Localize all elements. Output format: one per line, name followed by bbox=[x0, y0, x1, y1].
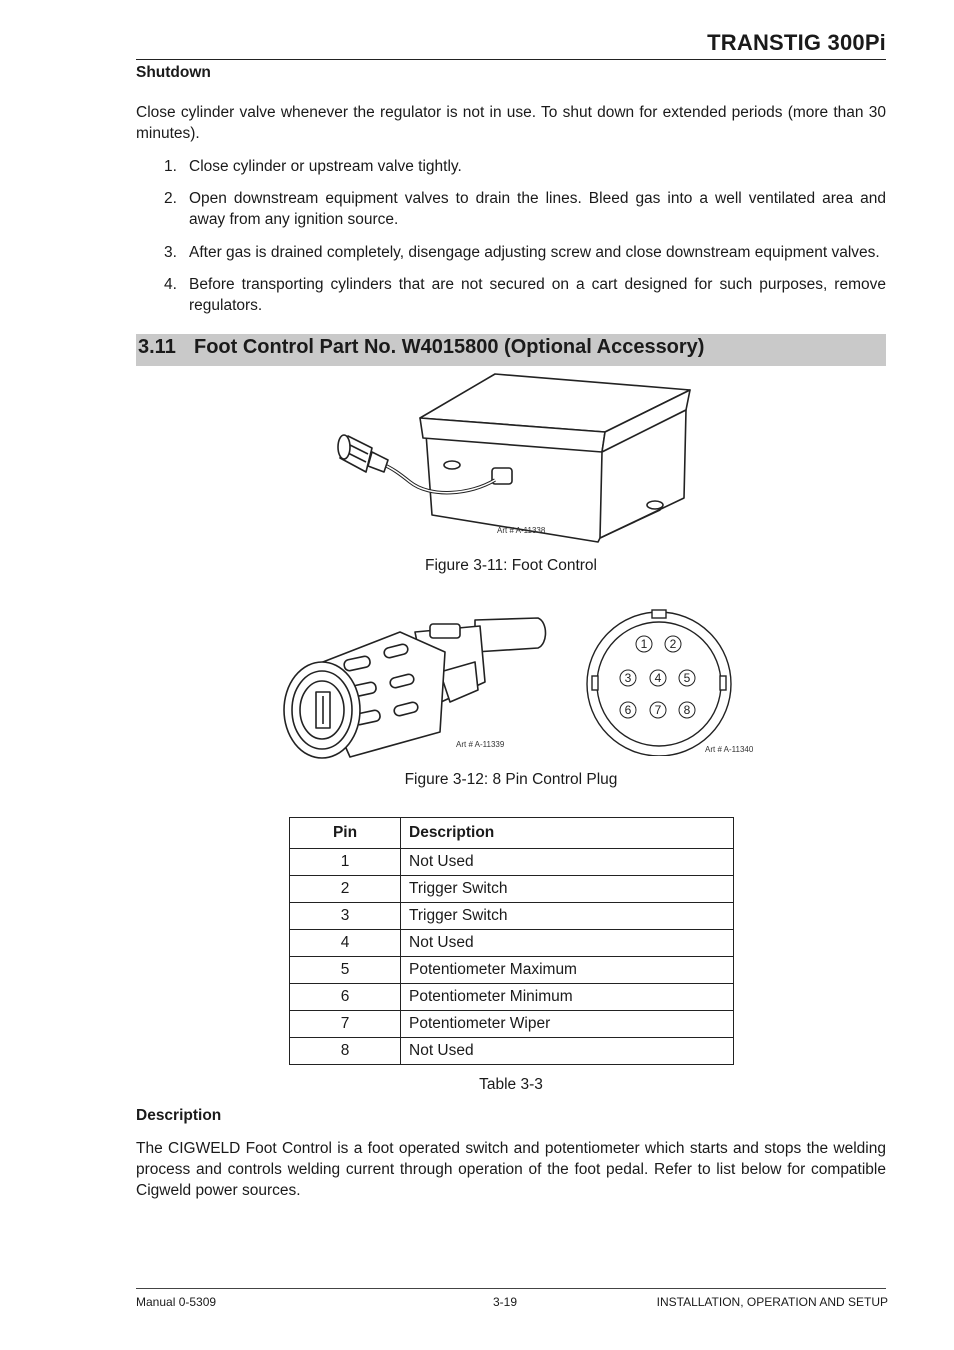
list-item bbox=[164, 188, 886, 230]
pin-description-table bbox=[289, 817, 734, 1065]
pin-label: 4 bbox=[654, 671, 662, 685]
description-cell: Potentiometer Wiper bbox=[401, 1011, 734, 1038]
pin-label: 5 bbox=[683, 671, 691, 685]
description-cell: Trigger Switch bbox=[401, 903, 734, 930]
pin-cell: 7 bbox=[290, 1011, 401, 1038]
description-cell: Potentiometer Minimum bbox=[401, 984, 734, 1011]
list-item bbox=[164, 274, 886, 316]
figure-3-12-face-art-number: Art # A-11340 bbox=[705, 745, 754, 754]
description-cell: Potentiometer Maximum bbox=[401, 957, 734, 984]
header-rule bbox=[136, 59, 886, 60]
figure-3-11-caption: Figure 3-11: Foot Control bbox=[424, 557, 597, 574]
list-item-text: Open downstream equipment valves to drain the lines. Bleed gas into a well ventilated area and away from any ignition source. bbox=[189, 190, 886, 228]
pin-cell: 1 bbox=[290, 849, 401, 876]
table-row bbox=[290, 903, 734, 930]
list-item-text: Close cylinder or upstream valve tightly. bbox=[189, 158, 462, 175]
table-row bbox=[290, 876, 734, 903]
pin-cell: 2 bbox=[290, 876, 401, 903]
description-cell: Not Used bbox=[401, 930, 734, 957]
shutdown-intro: Close cylinder valve whenever the regulator is not in use. To shut down for extended periods (more than 30 minutes). bbox=[136, 104, 886, 142]
column-header-pin: Pin bbox=[290, 818, 401, 849]
list-item-number: 3. bbox=[164, 244, 177, 261]
description-cell: Not Used bbox=[401, 849, 734, 876]
table-caption: Table 3-3 bbox=[479, 1076, 543, 1093]
list-item-number: 4. bbox=[164, 276, 177, 293]
column-header-description: Description bbox=[401, 818, 734, 849]
pin-label: 1 bbox=[640, 637, 648, 651]
description-heading: Description bbox=[136, 1107, 222, 1124]
pin-label: 2 bbox=[669, 637, 677, 651]
table-row bbox=[290, 849, 734, 876]
footer-chapter-title: INSTALLATION, OPERATION AND SETUP bbox=[656, 1295, 888, 1309]
list-item-text: Before transporting cylinders that are not secured on a cart designed for such purposes, remove regulators. bbox=[189, 276, 886, 314]
pin-label: 6 bbox=[624, 703, 632, 717]
pin-label: 7 bbox=[654, 703, 662, 717]
pin-cell: 5 bbox=[290, 957, 401, 984]
description-text: The CIGWELD Foot Control is a foot operated switch and potentiometer which starts and stops the welding process and controls welding current through operation of the foot pedal. Refer to list below for compatible Cigweld power sources. bbox=[136, 1140, 886, 1199]
document-brand-title: TRANSTIG 300Pi bbox=[707, 30, 886, 55]
footer-rule bbox=[136, 1288, 886, 1289]
shutdown-heading: Shutdown bbox=[136, 64, 211, 81]
section-title: Foot Control Part No. W4015800 (Optional Accessory) bbox=[194, 336, 705, 358]
table-row bbox=[290, 930, 734, 957]
pin-label: 3 bbox=[624, 671, 632, 685]
pin-label: 8 bbox=[683, 703, 691, 717]
description-cell: Trigger Switch bbox=[401, 876, 734, 903]
pin-cell: 6 bbox=[290, 984, 401, 1011]
foot-control-illustration bbox=[330, 370, 700, 545]
figure-3-12-caption: Figure 3-12: 8 Pin Control Plug bbox=[404, 771, 618, 788]
list-item bbox=[164, 242, 886, 263]
footer-page-number: 3-19 bbox=[492, 1295, 518, 1309]
figure-3-11-art-number: Art # A-11338 bbox=[497, 526, 546, 535]
list-item bbox=[164, 156, 886, 177]
description-cell: Not Used bbox=[401, 1038, 734, 1065]
table-row bbox=[290, 1011, 734, 1038]
table-row bbox=[290, 984, 734, 1011]
control-plug-illustration bbox=[280, 612, 550, 762]
list-item-text: After gas is drained completely, disengage adjusting screw and close downstream equipment valves. bbox=[189, 244, 880, 261]
section-number: 3.11 bbox=[138, 336, 176, 358]
list-item-number: 1. bbox=[164, 158, 177, 175]
section-heading-bar bbox=[136, 334, 886, 366]
pin-cell: 4 bbox=[290, 930, 401, 957]
pin-cell: 8 bbox=[290, 1038, 401, 1065]
list-item-number: 2. bbox=[164, 190, 177, 207]
table-row bbox=[290, 1038, 734, 1065]
table-header-row bbox=[290, 818, 734, 849]
table-row bbox=[290, 957, 734, 984]
pin-face-diagram bbox=[584, 606, 734, 756]
pin-cell: 3 bbox=[290, 903, 401, 930]
footer-manual-number: Manual 0-5309 bbox=[136, 1295, 217, 1309]
figure-3-12-plug-art-number: Art # A-11339 bbox=[456, 740, 505, 749]
